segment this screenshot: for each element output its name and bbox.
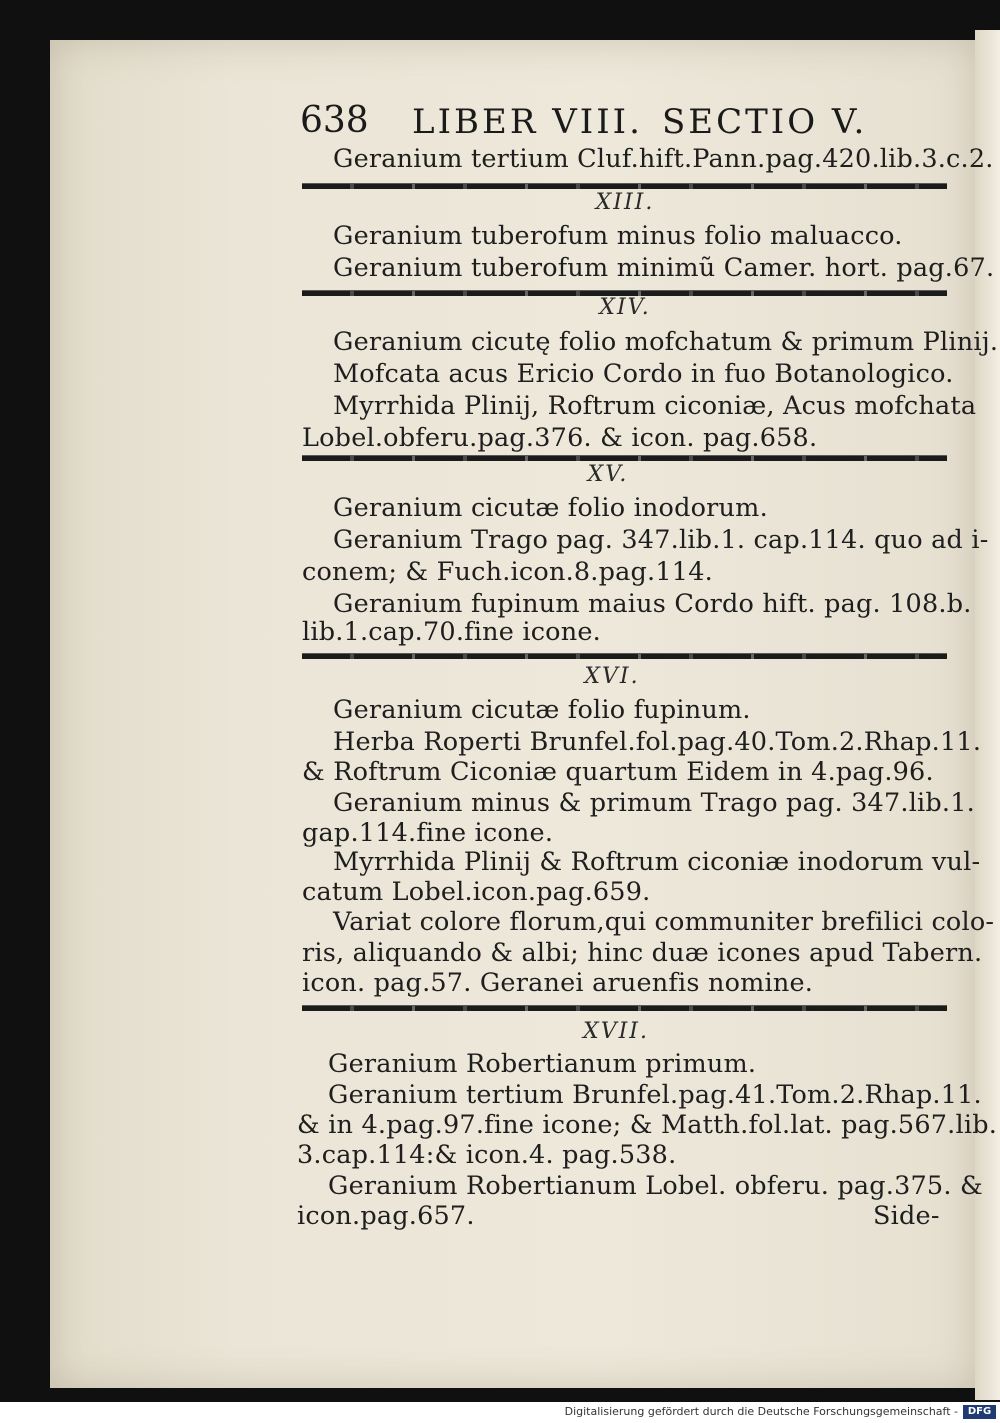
header-sectio: SECTIO V. <box>662 102 868 142</box>
text-line: Geranium tertium Brunfel.pag.41.Tom.2.Rhap.11. <box>328 1080 982 1110</box>
text-line: Geranium minus & primum Trago pag. 347.lib.1. <box>333 788 975 818</box>
text-line: Variat colore florum,qui communiter brefilici colo- <box>333 907 995 937</box>
text-line: Herba Roperti Brunfel.fol.pag.40.Tom.2.Rhap.11. <box>333 727 982 757</box>
text-line: Geranium Trago pag. 347.lib.1. cap.114. quo ad i- <box>333 525 989 555</box>
text-line: Geranium cicutæ folio fupinum. <box>333 695 751 725</box>
text-line: ris, aliquando & albi; hinc duæ icones apud Tabern. <box>302 938 983 968</box>
section-divider <box>302 183 947 189</box>
text-line: Lobel.obferu.pag.376. & icon. pag.658. <box>302 423 818 453</box>
text-line: Mofcata acus Ericio Cordo in fuo Botanologico. <box>333 359 954 389</box>
section-divider <box>302 653 947 659</box>
text-line: Geranium cicutę folio mofchatum & primum Plinij. <box>333 327 999 357</box>
text-line: Geranium tuberofum minus folio maluacco. <box>333 221 903 251</box>
text-line: icon. pag.57. Geranei aruenfis nomine. <box>302 968 814 998</box>
section-numeral: XIV. <box>599 295 651 320</box>
footer-credit: Digitalisierung gefördert durch die Deutsche Forschungsgemeinschaft - <box>564 1405 958 1418</box>
section-numeral: XV. <box>587 462 629 487</box>
text-line: Geranium cicutæ folio inodorum. <box>333 493 768 523</box>
section-numeral: XVI. <box>584 664 640 689</box>
catchword: Side- <box>873 1201 940 1231</box>
section-numeral: XIII. <box>595 190 655 215</box>
section-divider <box>302 1005 947 1011</box>
footer-bar <box>0 1402 1000 1423</box>
header-liber: LIBER VIII. <box>412 102 643 142</box>
text-line: Geranium tuberofum minimũ Camer. hort. pag.67. <box>333 253 995 283</box>
text-line: icon.pag.657. <box>297 1201 475 1231</box>
text-line: Myrrhida Plinij, Roftrum ciconiæ, Acus mofchata <box>333 391 977 421</box>
text-line: & in 4.pag.97.fine icone; & Matth.fol.lat. pag.567.lib. <box>297 1110 998 1140</box>
section-divider <box>302 455 947 461</box>
text-line: Myrrhida Plinij & Roftrum ciconiæ inodorum vul- <box>333 847 981 877</box>
text-line: 3.cap.114:& icon.4. pag.538. <box>297 1140 677 1170</box>
page-number: 638 <box>300 100 369 141</box>
text-line: gap.114.fine icone. <box>302 818 554 848</box>
text-line: & Roftrum Ciconiæ quartum Eidem in 4.pag.96. <box>302 757 934 787</box>
text-line: catum Lobel.icon.pag.659. <box>302 877 651 907</box>
running-header <box>300 100 950 148</box>
dfg-logo[interactable]: DFG <box>963 1405 996 1419</box>
text-line: Geranium tertium Cluf.hift.Pann.pag.420.lib.3.c.2. <box>333 144 994 174</box>
text-line: Geranium fupinum maius Cordo hift. pag. 108.b. <box>333 589 972 619</box>
text-line: conem; & Fuch.icon.8.pag.114. <box>302 557 713 587</box>
text-line: Geranium Robertianum Lobel. obferu. pag.375. & <box>328 1171 983 1201</box>
text-line: Geranium Robertianum primum. <box>328 1049 757 1079</box>
section-numeral: XVII. <box>583 1019 649 1044</box>
text-line: lib.1.cap.70.fine icone. <box>302 617 601 647</box>
